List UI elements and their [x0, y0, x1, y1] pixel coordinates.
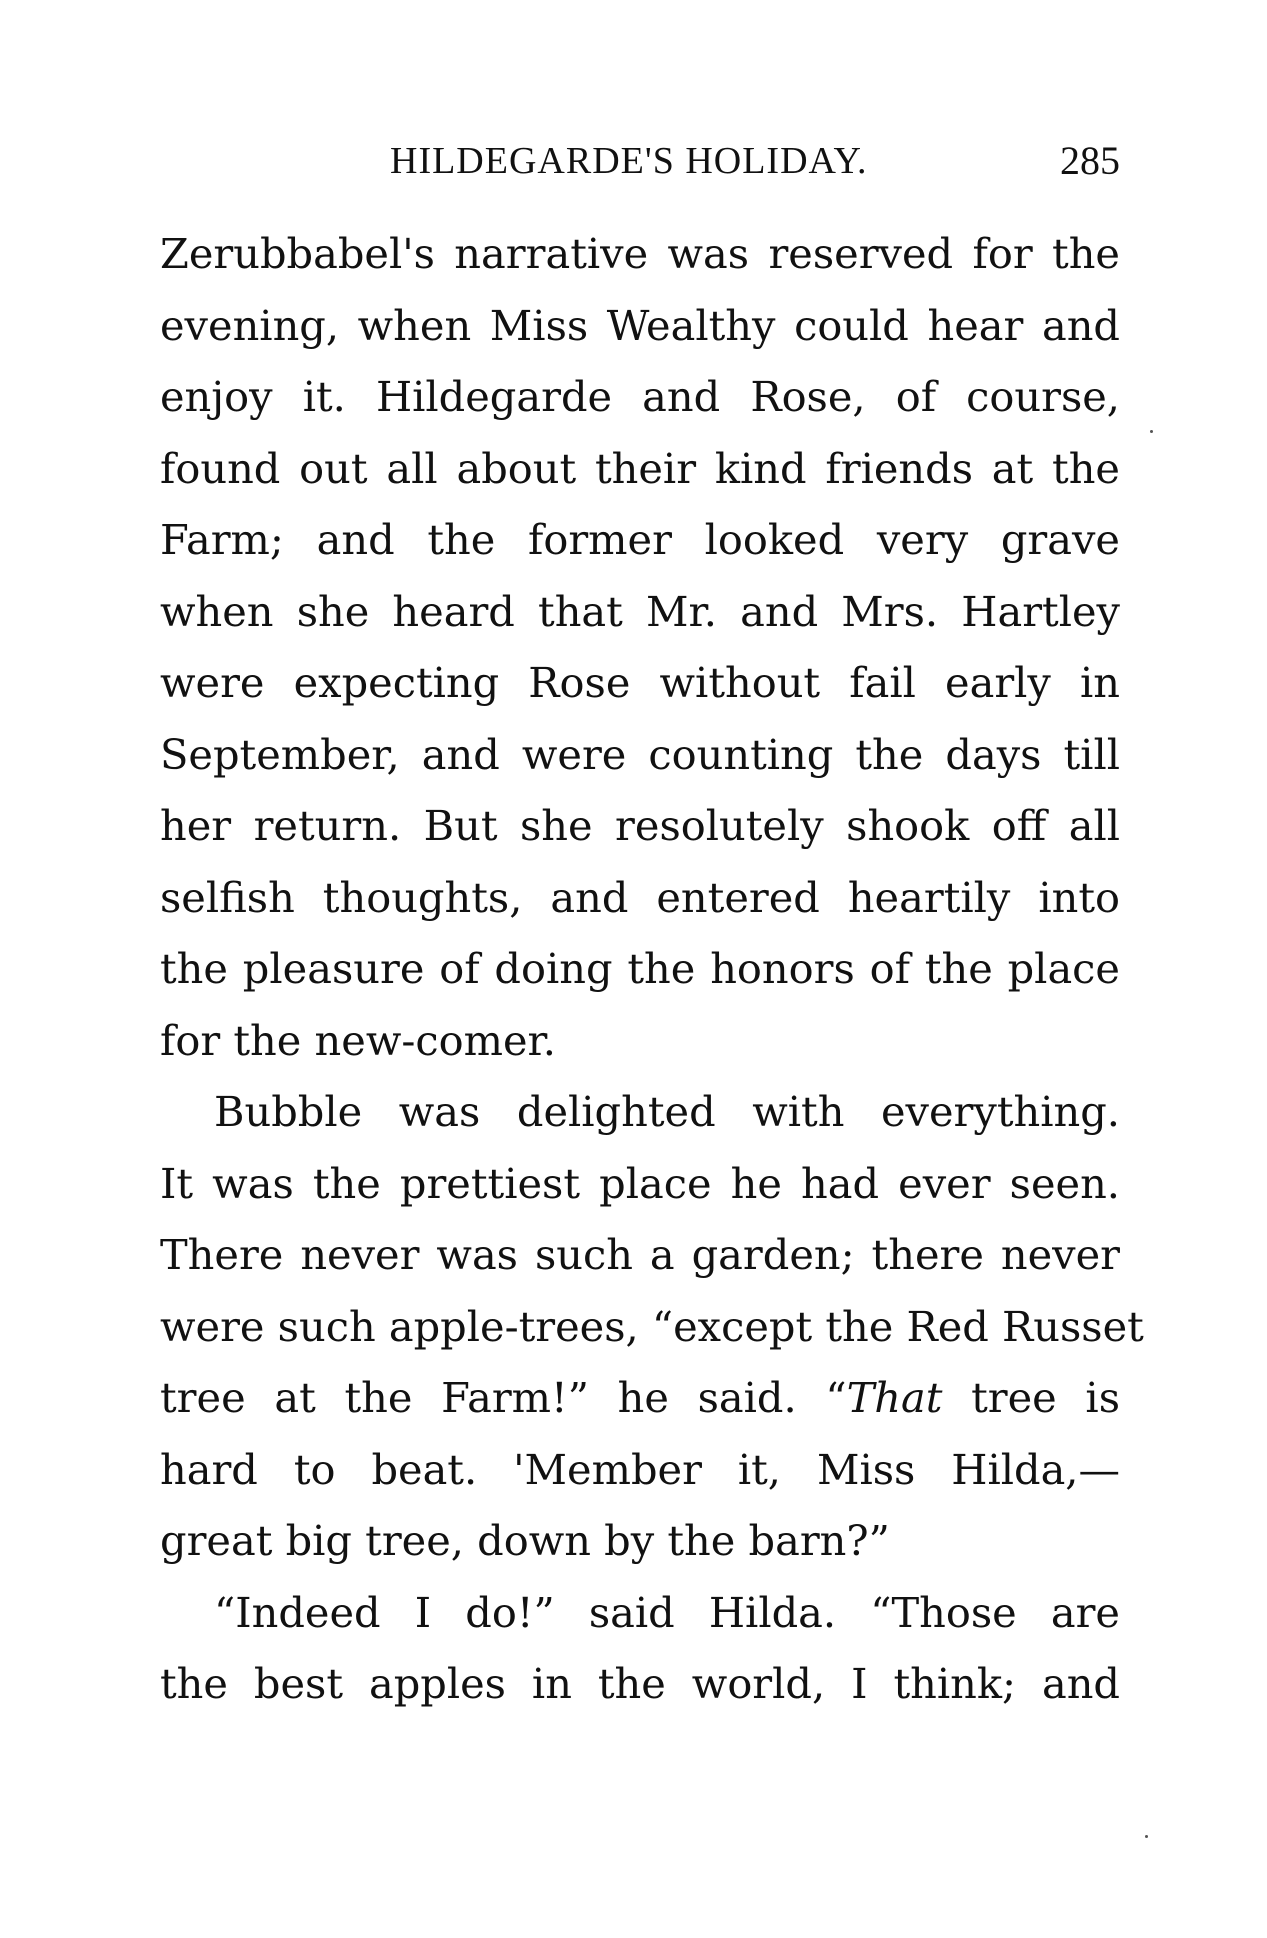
paragraph-start-line: “Indeed I do!” said Hilda. “Those are: [214, 1587, 1120, 1637]
body-text: [160, 218, 1144, 1720]
text-line: enjoy it. Hildegarde and Rose, of course,: [160, 372, 1120, 421]
text-line: found out all about their kind friends at the: [160, 443, 1120, 493]
text-line: her return. But she resolutely shook off all: [160, 801, 1120, 850]
page-number: 285: [1060, 138, 1120, 183]
text-line: September, and were counting the days till: [160, 729, 1120, 779]
text-line: It was the prettiest place he had ever seen.: [160, 1158, 1120, 1208]
text-line: the pleasure of doing the honors of the place: [160, 944, 1120, 993]
paper-speck: [1145, 1835, 1148, 1838]
running-title: HILDEGARDE'S HOLIDAY.: [390, 140, 868, 182]
text-line: evening, when Miss Wealthy could hear and: [160, 300, 1120, 350]
text-line: were such apple-trees, “except the Red Russet: [160, 1301, 1144, 1351]
paragraph-end-line: for the new-comer.: [160, 1015, 556, 1065]
text-line: were expecting Rose without fail early in: [160, 658, 1120, 707]
line-segment: tree is: [942, 1373, 1121, 1422]
paragraph-end-line: great big tree, down by the barn?”: [160, 1516, 890, 1565]
text-line: when she heard that Mr. and Mrs. Hartley: [160, 586, 1120, 636]
line-segment: tree at the Farm!” he said. “: [160, 1373, 847, 1422]
text-line: hard to beat. 'Member it, Miss Hilda,—: [160, 1444, 1120, 1494]
paper-speck: [1150, 430, 1153, 433]
text-line: selfish thoughts, and entered heartily into: [160, 872, 1120, 922]
text-line: Farm; and the former looked very grave: [160, 515, 1120, 564]
italic-word: That: [846, 1373, 943, 1422]
running-head: [160, 136, 1120, 186]
paragraph-start-line: Bubble was delighted with everything.: [214, 1087, 1120, 1136]
text-line: Zerubbabel's narrative was reserved for the: [160, 229, 1120, 278]
text-line: the best apples in the world, I think; and: [160, 1659, 1120, 1708]
text-line: There never was such a garden; there never: [160, 1230, 1120, 1279]
text-line-with-italic: [160, 1362, 1120, 1434]
